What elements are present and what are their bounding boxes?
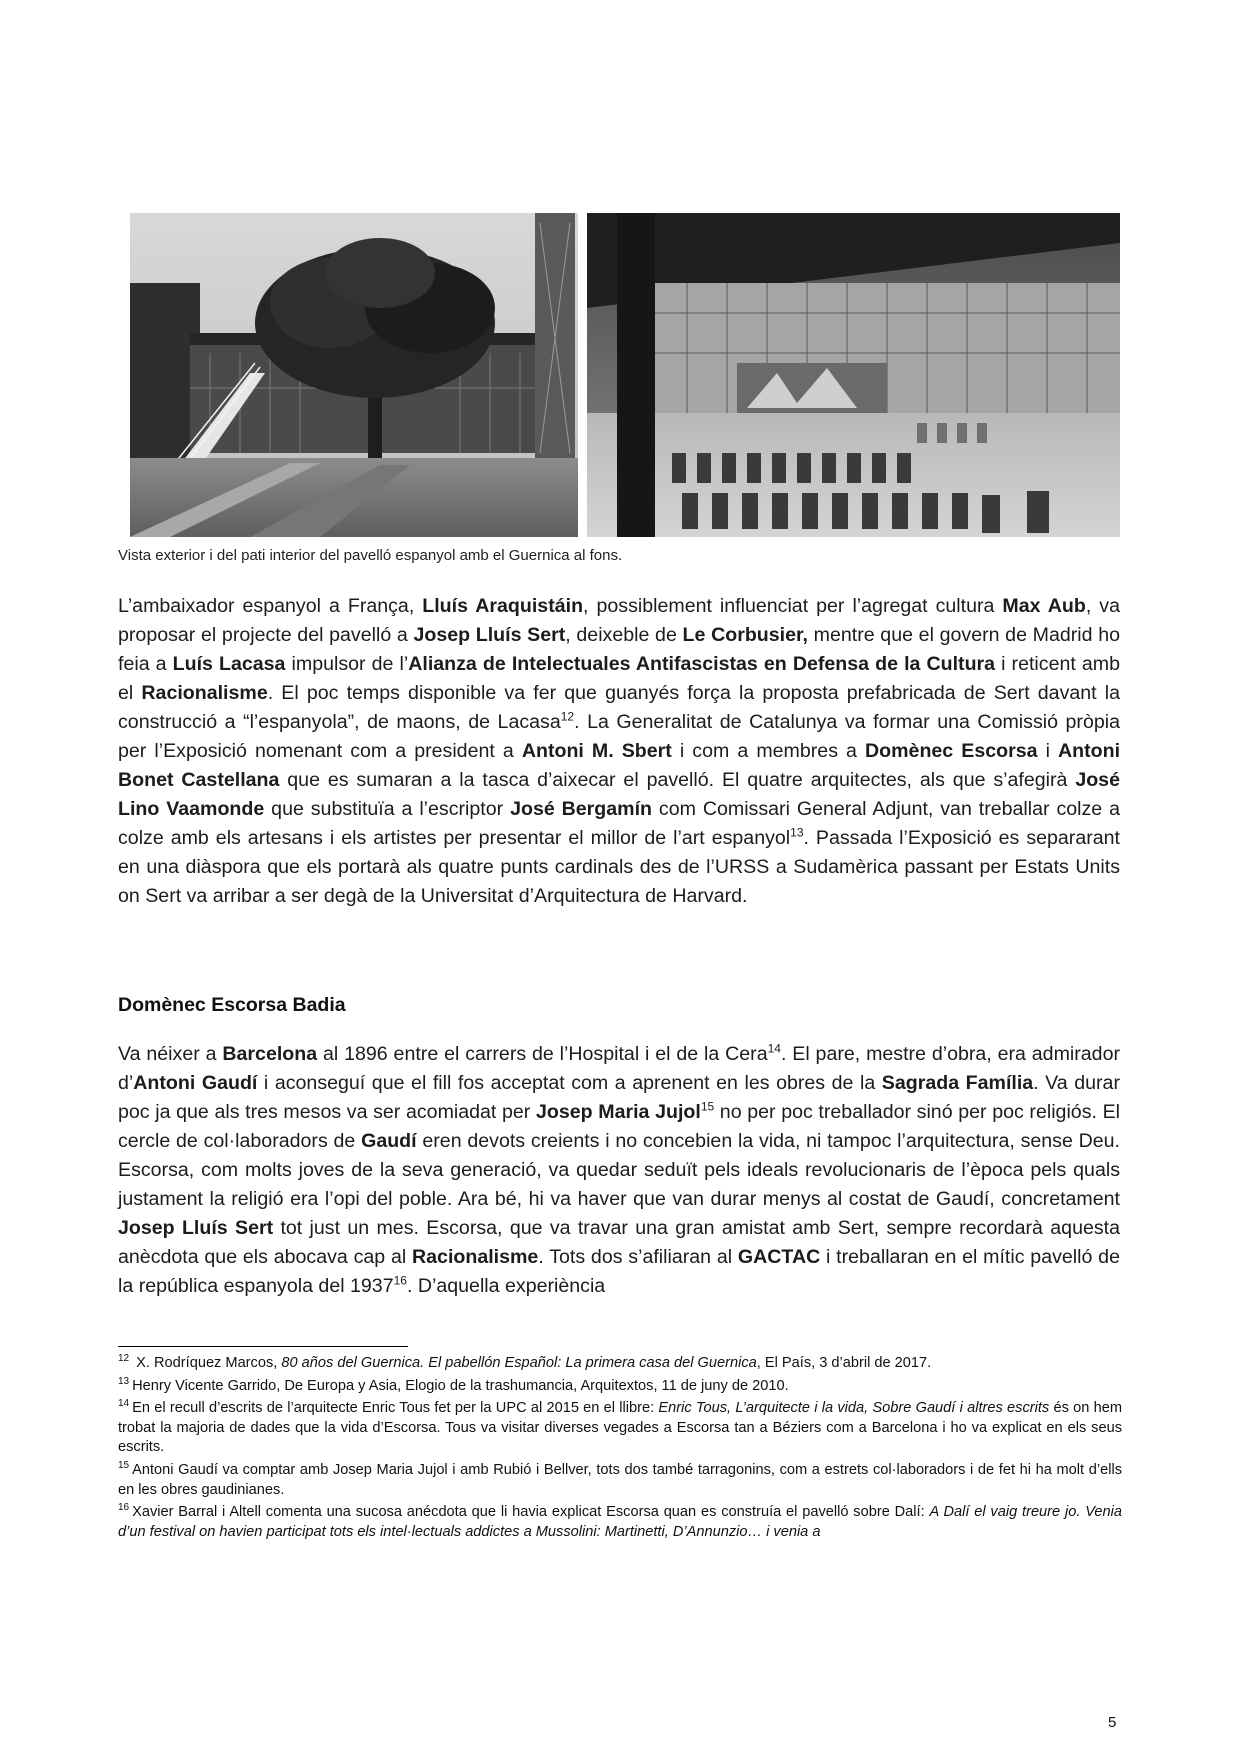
text-run: mentre que el govern de Madrid ho feia a <box>118 624 1121 675</box>
text-run: i com a membres a <box>671 740 865 762</box>
footnote-14 <box>118 1399 1122 1458</box>
text-run: . El pare, mestre d’obra, era admirador d’ <box>118 1043 1120 1094</box>
bold-name: Josep Lluís Sert <box>118 1217 274 1239</box>
bold-name: Luís Lacasa <box>172 653 286 675</box>
bold-name: Domènec Escorsa <box>865 740 1038 762</box>
bold-name: Alianza de Intelectuales Antifascistas en Defensa de la Cultura <box>408 653 996 675</box>
footnote-13 <box>118 1377 1122 1397</box>
text-run: . Passada l’Exposició es separarant en una diàspora que els portarà als quatre punts cardinals des de l’URSS a Sudamèrica passant per Estats Units on Sert va arribar a ser degà de la Universitat d’Arquitectura de Harvard. <box>118 827 1120 907</box>
text-run: i treballaran en el mític pavelló de la república espanyola del 1937 <box>118 1246 1120 1297</box>
text-run: . La Generalitat de Catalunya va formar una Comissió pròpia per l’Exposició nomenant com a president a <box>118 711 1120 762</box>
text-run: que es sumaran a la tasca d’aixecar el pavelló. El quatre arquitectes, als que s’afegirà <box>279 769 1076 791</box>
footnote-number: 16 <box>118 1502 130 1514</box>
bold-name: Antoni M. Sbert <box>521 740 672 762</box>
pavilion-patio-guernica-photo <box>587 213 1120 537</box>
bold-name: Antoni Bonet Castellana <box>118 740 1121 791</box>
bold-name: Le Corbusier, <box>682 624 808 646</box>
text-run: i aconseguí que el fill fos acceptat com a aprenent en les obres de la <box>257 1072 882 1094</box>
paragraph-biography <box>118 1040 1120 1301</box>
bold-name: Josep Lluís Sert <box>413 624 566 646</box>
footnote-text: X. Rodríquez Marcos, <box>132 1355 282 1371</box>
text-run: al 1896 entre el carrers de l’Hospital i el de la Cera <box>317 1043 768 1065</box>
text-run: , possiblement influenciat per l’agregat cultura <box>583 595 1003 617</box>
text-run: . Va durar poc ja que als tres mesos va ser acomiadat per <box>118 1072 1120 1123</box>
text-run: i reticent amb el <box>118 653 1120 704</box>
text-run: L’ambaixador espanyol a França, <box>118 595 423 617</box>
footnote-number: 14 <box>118 1398 130 1410</box>
bold-name: Sagrada Família <box>881 1072 1034 1094</box>
text-run: que substituïa a l’escriptor <box>264 798 511 820</box>
footnote-italic: 80 años del Guernica. El pabellón Español: La primera casa del Guernica <box>281 1355 757 1371</box>
footnote-text: En el recull d’escrits de l’arquitecte Enric Tous fet per la UPC al 2015 en el llibre: <box>132 1400 659 1417</box>
text-run: com Comissari General Adjunt, van treballar colze a colze amb els artesans i els artistes per presentar el millor de l’art espanyol <box>118 798 1120 849</box>
text-run: , va proposar el projecte del pavelló a <box>118 595 1121 646</box>
bold-name: Max Aub <box>1002 595 1086 617</box>
text-run: eren devots creients i no concebien la vida, ni tampoc l’arquitectura, sense Deu. Escorsa, com molts joves de la seva generació, va quedar seduït pels ideals revolucionaris de l’època pels quals justament la religió era l’opi del poble. Ara bé, hi va haver que van durar menys al costat de Gaudí, concretament <box>118 1130 1121 1210</box>
text-run: tot just un mes. Escorsa, que va travar una gran amistat amb Sert, sempre recordarà aquesta anècdota que els abocava cap al <box>118 1217 1121 1268</box>
paragraph-intro <box>118 592 1120 911</box>
footnote-italic: A Dalí el vaig treure jo. Venia d’un festival on havien participat tots els intel·lectuals addictes a Mussolini: Martinetti, D’Annunzio… i venia a <box>118 1504 1122 1540</box>
footnote-text: Xavier Barral i Altell comenta una sucosa anécdota que li havia explicat Escorsa quan es construía el pavelló sobre Dalí: <box>132 1504 930 1521</box>
footnote-text: , El País, 3 d’abril de 2017. <box>756 1355 932 1371</box>
text-run: , deixeble de <box>565 624 683 646</box>
bold-name: Racionalisme <box>412 1246 539 1268</box>
section-heading: Domènec Escorsa Badia <box>118 994 346 1016</box>
text-run: no per poc treballador sinó per poc religiós. El cercle de col·laboradors de <box>118 1101 1120 1152</box>
pavilion-patio-illustration <box>587 213 1120 537</box>
footnotes <box>118 1354 1122 1545</box>
pavilion-exterior-photo <box>130 213 578 537</box>
text-run: . Tots dos s’afiliaran al <box>538 1246 738 1268</box>
footnote-italic: Enric Tous, L’arquitecte i la vida, Sobre Gaudí i altres escrits <box>658 1400 1050 1417</box>
text-run: . El poc temps disponible va fer que guanyés força la proposta prefabricada de Sert davant la construcció a “l’espanyola”, de maons, de Lacasa <box>118 682 1120 733</box>
text-run: impulsor de l’ <box>285 653 409 675</box>
footnote-number: 15 <box>118 1460 130 1472</box>
text-run: . D’aquella experiència <box>406 1275 606 1297</box>
pavilion-exterior-illustration <box>130 213 578 537</box>
figure-photos <box>130 213 1120 537</box>
figure-caption: Vista exterior i del pati interior del pavelló espanyol amb el Guernica al fons. <box>118 547 623 564</box>
bold-name: Antoni Gaudí <box>133 1072 258 1094</box>
text-run: Va néixer a <box>118 1043 223 1065</box>
page-number: 5 <box>1108 1714 1117 1731</box>
footnote-number: 12 <box>118 1353 130 1365</box>
footnote-reference: 14 <box>767 1041 781 1056</box>
footnote-15 <box>118 1461 1122 1500</box>
bold-name: GACTAC <box>737 1246 821 1268</box>
text-run: i <box>1037 740 1058 762</box>
footnote-separator <box>118 1346 408 1347</box>
bold-name: José Bergamín <box>510 798 653 820</box>
footnote-16 <box>118 1503 1122 1542</box>
footnote-text: Antoni Gaudí va comptar amb Josep Maria Jujol i amb Rubió i Bellver, tots dos també tarragonins, com a estrets col·laboradors i de fet hi ha molt d’ells en les obres gaudinianes. <box>118 1461 1122 1498</box>
bold-name: José Lino Vaamonde <box>118 769 1120 820</box>
bold-name: Barcelona <box>222 1043 318 1065</box>
footnote-12 <box>118 1354 1122 1374</box>
footnote-text: és on hem trobat la majoria de dades que la vida d’Escorsa. Tous va visitar diverses vegades a Escorsa tan a Béziers com a Barcelona i ho va explicat en els seus escrits. <box>118 1400 1122 1456</box>
footnote-reference: 13 <box>790 825 804 840</box>
bold-name: Lluís Araquistáin <box>422 595 584 617</box>
footnote-text: Henry Vicente Garrido, De Europa y Asia, Elogio de la trashumancia, Arquitextos, 11 de juny de 2010. <box>132 1377 789 1394</box>
footnote-reference: 12 <box>560 709 575 724</box>
footnote-reference: 15 <box>700 1099 715 1114</box>
bold-name: Josep Maria Jujol <box>535 1101 701 1123</box>
bold-name: Gaudí <box>361 1130 417 1152</box>
footnote-reference: 16 <box>393 1273 407 1288</box>
footnote-number: 13 <box>118 1375 130 1387</box>
bold-name: Racionalisme <box>141 682 268 704</box>
